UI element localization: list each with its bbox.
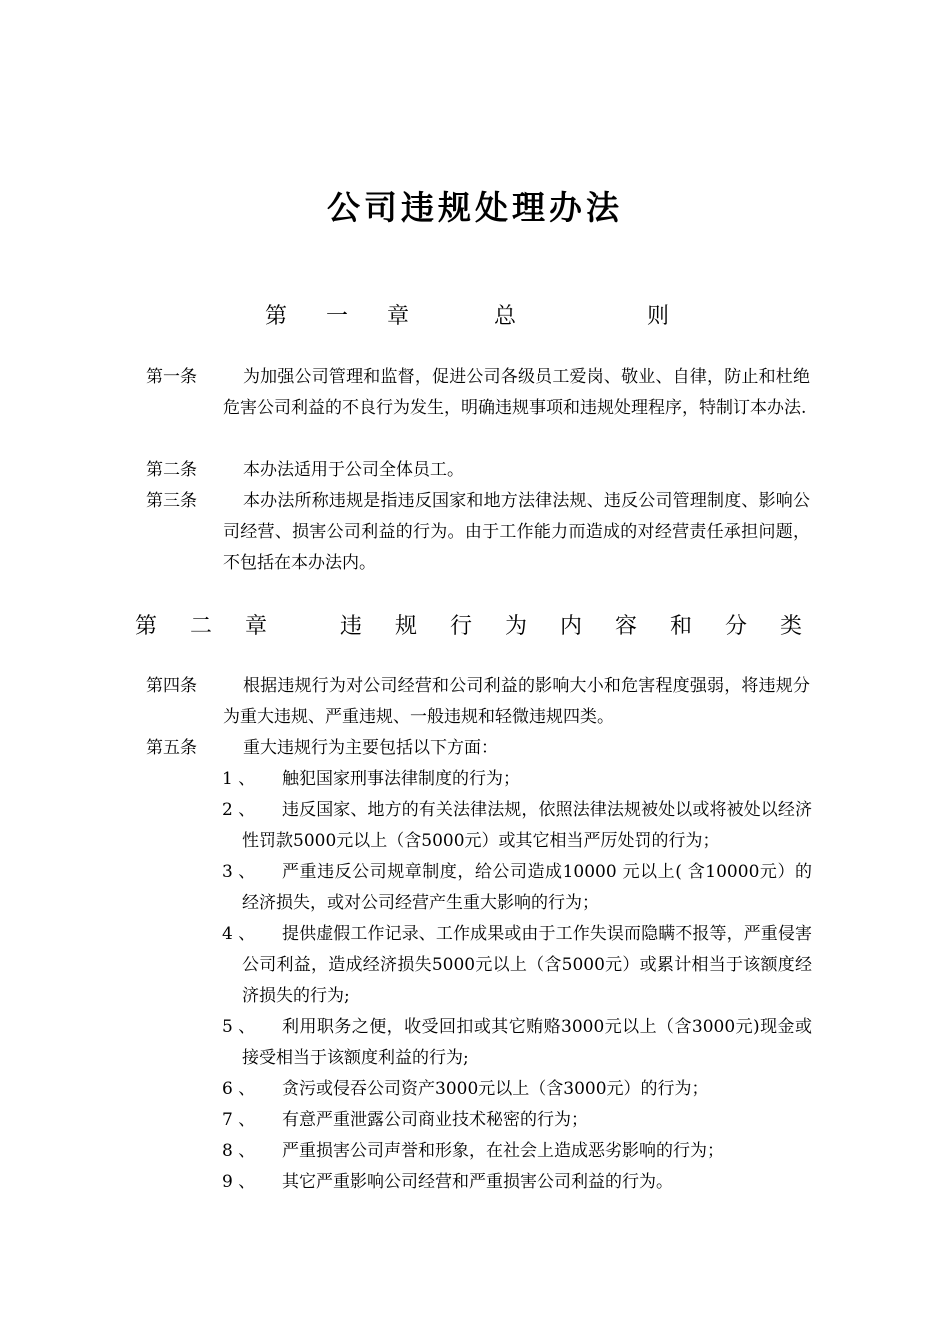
- list-item-text: 提供虚假工作记录、工作成果或由于工作失误而隐瞒不报等，严重侵害公司利益，造成经济损失5000元以上（含5000元）或累计相当于该额度经济损失的行为;: [242, 924, 812, 1006]
- list-item: [222, 1136, 812, 1167]
- article-2: [146, 455, 810, 486]
- list-item-number: 6 、: [222, 1079, 256, 1099]
- list-item-number: 2 、: [222, 800, 256, 820]
- article-text: 本办法所称违规是指违反国家和地方法律法规、违反公司管理制度、影响公司经营、损害公司利益的行为。由于工作能力而造成的对经营责任承担问题，不包括在本办法内。: [223, 491, 810, 573]
- list-item-text: 违反国家、地方的有关法律法规，依照法律法规被处以或将被处以经济性罚款5000元以上（含5000元）或其它相当严厉处罚的行为；: [242, 800, 812, 851]
- list-item-number: 7 、: [222, 1110, 256, 1130]
- list-item-number: 9 、: [222, 1172, 256, 1192]
- chapter-heading-1: 第 一 章 总 则: [265, 304, 685, 329]
- list-item-text: 其它严重影响公司经营和严重损害公司利益的行为。: [282, 1172, 673, 1192]
- list-item: [222, 764, 812, 795]
- article-label: 第五条: [146, 738, 197, 758]
- violation-list: [222, 764, 812, 1198]
- list-item-number: 8 、: [222, 1141, 256, 1161]
- list-item: [222, 795, 812, 857]
- list-item: [222, 919, 812, 1012]
- article-3: [146, 486, 810, 579]
- list-item-number: 5 、: [222, 1017, 256, 1037]
- list-item: [222, 1167, 812, 1198]
- list-item: [222, 857, 812, 919]
- list-item-text: 利用职务之便，收受回扣或其它贿赂3000元以上（含3000元)现金或接受相当于该额度利益的行为;: [242, 1017, 812, 1068]
- list-item: [222, 1074, 812, 1105]
- list-item-text: 触犯国家刑事法律制度的行为；: [282, 769, 520, 789]
- list-item-text: 贪污或侵吞公司资产3000元以上（含3000元）的行为；: [282, 1079, 709, 1099]
- article-text: 本办法适用于公司全体员工。: [243, 460, 464, 480]
- article-label: 第一条: [146, 367, 197, 387]
- article-text: 为加强公司管理和监督，促进公司各级员工爱岗、敬业、自律，防止和杜绝危害公司利益的不良行为发生，明确违规事项和违规处理程序，特制订本办法.: [223, 367, 810, 418]
- article-label: 第二条: [146, 460, 197, 480]
- chapter-heading-2: 第 二 章 违 规 行 为 内 容 和 分 类: [135, 614, 815, 639]
- article-label: 第四条: [146, 676, 197, 696]
- article-1: [146, 362, 810, 424]
- list-item-text: 严重损害公司声誉和形象，在社会上造成恶劣影响的行为；: [282, 1141, 724, 1161]
- article-5: [146, 733, 810, 764]
- list-item: [222, 1012, 812, 1074]
- list-item-number: 4 、: [222, 924, 256, 944]
- list-item-number: 1 、: [222, 769, 256, 789]
- document-title: 公司违规处理办法: [327, 188, 623, 227]
- article-label: 第三条: [146, 491, 197, 511]
- list-item-text: 严重违反公司规章制度，给公司造成10000 元以上( 含10000元）的经济损失，或对公司经营产生重大影响的行为；: [242, 862, 812, 913]
- article-text: 根据违规行为对公司经营和公司利益的影响大小和危害程度强弱，将违规分为重大违规、严重违规、一般违规和轻微违规四类。: [223, 676, 810, 727]
- list-item-text: 有意严重泄露公司商业技术秘密的行为；: [282, 1110, 588, 1130]
- article-text: 重大违规行为主要包括以下方面：: [243, 738, 498, 758]
- list-item-number: 3 、: [222, 862, 256, 882]
- article-4: [146, 671, 810, 733]
- list-item: [222, 1105, 812, 1136]
